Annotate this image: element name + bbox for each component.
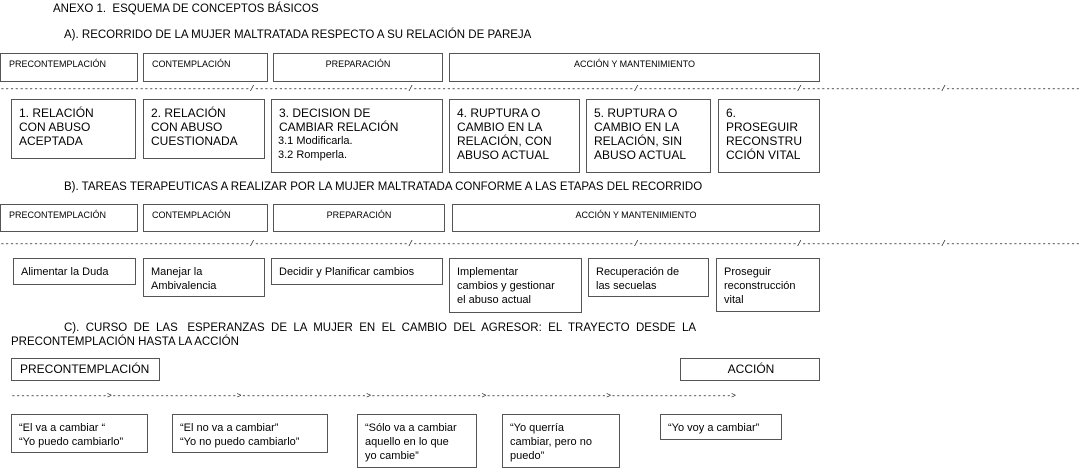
- task-alimentar-duda: Alimentar la Duda: [13, 258, 136, 285]
- annex-title: ANEXO 1. ESQUEMA DE CONCEPTOS BÁSICOS: [53, 3, 319, 15]
- card-ruptura-con-abuso: 4. RUPTURA O CAMBIO EN LA RELACIÓN, CON ABUSO ACTUAL: [449, 99, 580, 173]
- task-recuperacion-secuelas: Recuperación de las secuelas: [588, 258, 709, 297]
- hope-card-4: “Yo querría cambiar, pero no puedo”: [502, 414, 620, 468]
- hope-card-3: “Sólo va a cambiar aquello en lo que yo cambie”: [357, 414, 477, 468]
- section-c-title-line1: C). CURSO DE LAS ESPERANZAS DE LA MUJER EN EL CAMBIO DEL AGRESOR: EL TRAYECTO DESDE LA: [64, 322, 697, 334]
- task-proseguir-reconstruccion: Proseguir reconstrucción vital: [716, 258, 820, 312]
- end-accion: [680, 358, 820, 381]
- stage-contemplacion-b: CONTEMPLACIÓN: [143, 204, 268, 232]
- task-manejar-ambivalencia: Manejar la Ambivalencia: [143, 258, 265, 297]
- stage-precontemplacion-a: PRECONTEMPLACIÓN: [0, 53, 138, 82]
- end-accion-label: ACCIÓN: [727, 362, 775, 376]
- stage-accion-a: ACCIÓN Y MANTENIMIENTO: [449, 53, 820, 82]
- start-precontemplacion: [11, 358, 160, 381]
- stage-contemplacion-a: CONTEMPLACIÓN: [143, 53, 268, 82]
- stage-preparacion-a: PREPARACIÓN: [273, 53, 443, 82]
- hope-card-2: “El no va a cambiar” “Yo no puedo cambiarlo”: [172, 414, 328, 453]
- dashed-timeline-b: ----------------------------------------------------/--------------------------------/----------------------------------------------/---------------------------------/-----------------------------/----------------------------: [0, 240, 1080, 249]
- hope-card-5: “Yo voy a cambiar”: [660, 414, 782, 440]
- hope-card-1: “El va a cambiar “ “Yo puedo cambiarlo”: [11, 414, 148, 453]
- card-decision-cambiar-options: 3.1 Modificarla. 3.2 Romperla.: [278, 135, 353, 161]
- stage-accion-b: ACCIÓN Y MANTENIMIENTO: [452, 204, 820, 232]
- card-relacion-aceptada: 1. RELACIÓN CON ABUSO ACEPTADA: [11, 99, 136, 159]
- card-ruptura-sin-abuso: 5. RUPTURA O CAMBIO EN LA RELACIÓN, SIN ABUSO ACTUAL: [586, 99, 711, 173]
- card-relacion-cuestionada: 2. RELACIÓN CON ABUSO CUESTIONADA: [143, 99, 265, 159]
- start-precontemplacion-label: PRECONTEMPLACIÓN: [20, 362, 150, 376]
- arrow-timeline-c: -------------------->-------------------------->-------------------------->----------------------->------------------------->------------------------->: [11, 392, 736, 401]
- section-b-title: B). TAREAS TERAPEUTICAS A REALIZAR POR LA MUJER MALTRATADA CONFORME A LAS ETAPAS DEL RECORRIDO: [64, 181, 703, 193]
- card-proseguir-reconstruccion: 6. PROSEGUIR RECONSTRU CCIÓN VITAL: [718, 99, 820, 173]
- section-a-title: A). RECORRIDO DE LA MUJER MALTRATADA RESPECTO A SU RELACIÓN DE PAREJA: [64, 29, 532, 41]
- stage-preparacion-b: PREPARACIÓN: [273, 204, 445, 232]
- section-c-title-line2: PRECONTEMPLACIÓN HASTA LA ACCIÓN: [11, 336, 239, 348]
- card-decision-cambiar: [271, 99, 443, 173]
- stage-precontemplacion-b: PRECONTEMPLACIÓN: [0, 204, 138, 232]
- card-decision-cambiar-title: 3. DECISION DE CAMBIAR RELACIÓN: [279, 106, 399, 134]
- task-implementar-cambios: Implementar cambios y gestionar el abuso actual: [449, 258, 582, 313]
- task-decidir-planificar: Decidir y Planificar cambios: [271, 258, 443, 285]
- dashed-timeline-a: ----------------------------------------------------/--------------------------------/----------------------------------------------/---------------------------------/-----------------------------/----------------------------: [0, 85, 1080, 94]
